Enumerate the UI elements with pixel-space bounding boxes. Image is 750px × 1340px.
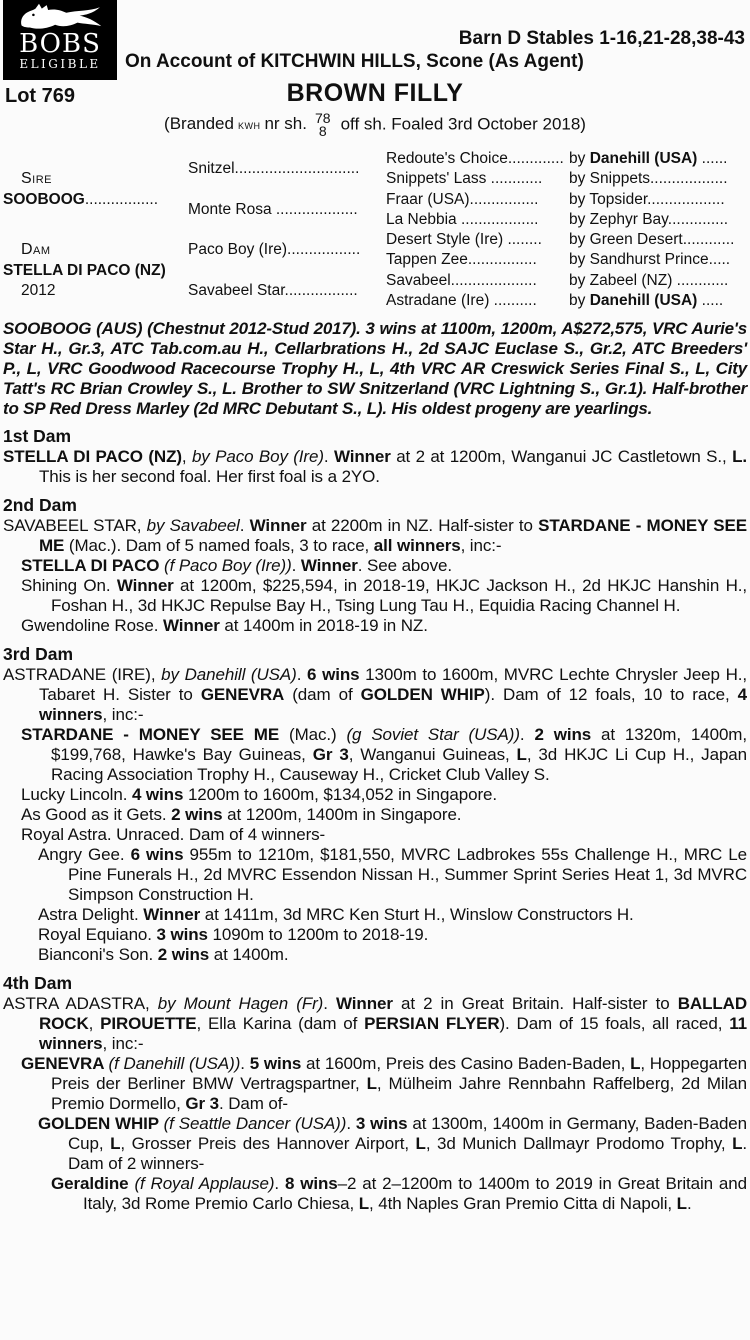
text-segment: STELLA DI PACO (NZ)	[3, 447, 182, 467]
text-segment: by	[569, 150, 590, 167]
text-segment: L	[366, 1074, 377, 1094]
text-segment: L	[358, 1194, 370, 1214]
text-segment: .	[239, 516, 250, 536]
text-segment: by Zabeel (NZ) ............	[569, 271, 729, 289]
text-segment: at 1200m, $225,594, in 2018-19, HKJC Jackson H., 2d HKJC Hanshin H., Foshan H., 3d HKJC Repulse Bay H., Tsing Lung Tau H., Equidia Racing Channel H.	[51, 576, 747, 616]
text-segment: ). Dam of 15 foals, all raced,	[499, 1014, 730, 1034]
text-segment: . Dam of-	[218, 1094, 288, 1114]
text-segment: , Wanganui Guineas,	[348, 745, 517, 765]
grandparent-sire	[565, 271, 747, 291]
text-segment: GOLDEN WHIP	[360, 685, 485, 705]
text-segment: 11 winners	[39, 1014, 747, 1054]
text-segment: (f Royal Applause)	[134, 1174, 275, 1194]
grandparent-sire	[565, 230, 747, 250]
grandparent-sire	[565, 210, 747, 230]
dam-year: 2012	[21, 281, 56, 299]
text-segment: Winner	[116, 576, 174, 596]
text-segment: , inc:-	[102, 1034, 144, 1054]
text-segment: .	[240, 1054, 250, 1074]
sire-label: Sire	[21, 170, 53, 188]
grandparent-sire	[565, 169, 747, 189]
logo-text: BOBS	[19, 29, 101, 59]
progeny-entry	[3, 556, 747, 576]
text-segment: Bianconi's Son.	[38, 945, 158, 965]
text-segment: ASTRA ADASTRA,	[3, 994, 158, 1014]
text-segment: by Snippets..................	[569, 170, 728, 188]
progeny-entry	[3, 945, 747, 965]
lot-number: Lot 769	[5, 85, 76, 107]
progeny-entry	[3, 825, 747, 845]
text-segment: , inc:-	[102, 705, 144, 725]
text-segment: .	[323, 994, 336, 1014]
text-segment: 1090m to 1200m to 2018-19.	[207, 925, 429, 945]
text-segment: 8 wins	[284, 1174, 338, 1194]
text-segment: GENEVRA	[200, 685, 285, 705]
text-segment: by Green Desert............	[569, 231, 735, 249]
text-segment: .	[274, 1174, 285, 1194]
text-segment: (dam of	[284, 685, 361, 705]
text-segment: Winner	[249, 516, 307, 536]
progeny-entry	[3, 616, 747, 636]
grandparent-name: Savabeel....................	[386, 271, 537, 289]
text-segment: , Grosser Preis des Hannover Airport,	[120, 1134, 416, 1154]
text-segment: 2 wins	[171, 805, 223, 825]
text-segment: at 1600m, Preis des Casino Baden-Baden,	[301, 1054, 631, 1074]
grandparent-name: Astradane (Ire) ..........	[386, 292, 537, 310]
progeny-entry	[3, 925, 747, 945]
text-segment: L	[676, 1194, 687, 1214]
text-segment: SAVABEEL STAR,	[3, 516, 147, 536]
dam-of-dam: Savabeel Star.................	[188, 281, 358, 299]
text-segment: 3 wins	[355, 1114, 408, 1134]
grandparent-sire	[565, 149, 747, 169]
grandparent-sire	[565, 250, 747, 270]
progeny-entry	[3, 805, 747, 825]
text-segment: by	[569, 292, 590, 310]
text-segment: This is her second foal. Her first foal is a 2YO.	[39, 467, 380, 487]
text-segment: by Mount Hagen (Fr)	[157, 994, 324, 1014]
grandparent-name: Desert Style (Ire) ........	[386, 231, 542, 249]
text-segment: STARDANE - MONEY SEE ME	[21, 725, 280, 745]
progeny-entry	[3, 1114, 747, 1174]
text-segment: 955m to 1210m, $181,550, MVRC Ladbrokes 55s Challenge H., MRC Le Pine Funerals H., 2d MVRC Essendon Nissan H., Summer Sprint Series Heat 1, 3d MVRC Simpson Construction H.	[68, 845, 747, 905]
text-segment: 4 wins	[131, 785, 184, 805]
text-segment: 1200m to 1600m, $134,052 in Singapore.	[183, 785, 497, 805]
text-segment: at 1300m, 1400m in Germany, Baden-Baden Cup,	[68, 1114, 748, 1154]
text-segment: L.	[732, 447, 747, 467]
text-segment: at 1200m, 1400m in Singapore.	[222, 805, 462, 825]
page-title: BROWN FILLY	[286, 79, 464, 107]
progeny-entry	[3, 845, 747, 905]
dam-sections	[3, 426, 747, 1214]
text-segment: (Mac.)	[279, 725, 347, 745]
dam-summary	[3, 994, 747, 1054]
text-segment: , 3d Munich Dallmayr Prodomo Trophy,	[425, 1134, 733, 1154]
text-segment: at 2200m in NZ. Half-sister to	[306, 516, 539, 536]
text-segment: –2 at 2–1200m to 1400m to 2019 in Great Britain and Italy, 3d Rome Premio Carlo Chiesa,	[83, 1174, 747, 1214]
text-segment: at 1400m in 2018-19 in NZ.	[219, 616, 428, 636]
text-segment: SOOBOOG	[3, 190, 85, 208]
text-segment: . See above.	[357, 556, 453, 576]
text-segment: Geraldine	[51, 1174, 135, 1194]
section-3rd-dam	[3, 644, 747, 965]
dam-label: Dam	[21, 241, 51, 259]
text-segment: Winner	[162, 616, 220, 636]
text-segment: ,	[88, 1014, 101, 1034]
text-segment: (f Paco Boy (Ire))	[164, 556, 292, 576]
text-segment: (f Seattle Dancer (USA))	[163, 1114, 347, 1134]
text-segment: STARDANE - MONEY SEE ME	[39, 516, 748, 556]
section-4th-dam	[3, 973, 747, 1214]
grandparent-name: Snippets' Lass ............	[386, 170, 543, 188]
text-segment: at 2 at 1200m, Wanganui JC Castletown S.,	[390, 447, 733, 467]
text-segment: at 1411m, 3d MRC Ken Sturt H., Winslow Constructors H.	[200, 905, 634, 925]
text-segment: ASTRADANE (IRE),	[3, 665, 162, 685]
text-segment: at 1400m.	[209, 945, 289, 965]
sire-of-sire: Snitzel.............................	[188, 160, 360, 178]
text-segment: Lucky Lincoln.	[21, 785, 132, 805]
section-1st-dam	[3, 426, 747, 487]
horse-head-icon	[12, 3, 108, 31]
text-segment: PIROUETTE	[100, 1014, 197, 1034]
section-heading: 3rd Dam	[3, 644, 74, 665]
text-segment: .................	[84, 190, 159, 208]
branded-prefix: (Branded	[164, 114, 234, 134]
text-segment: Gr 3	[312, 745, 349, 765]
text-segment: As Good as it Gets.	[21, 805, 172, 825]
sire-summary: SOOBOOG (AUS) (Chestnut 2012-Stud 2017). 3 wins at 1100m, 1200m, A$272,575, VRC Aurie's Star H., Gr.3, ATC Tab.com.au H., Cellarbrations H., 2d SAJC Euclase S., Gr.2, ATC Breeders' P., L, VRC Goodwood Racecourse Trophy H., L, 4th VRC AR Creswick Series Final S., L, City Tatt's RC Brian Crowley S., L. Brother to SW Snitzerland (VRC Lightning S., Gr.1). Half-brother to SP Red Dress Marley (2d MRC Debutant S., L). His oldest progeny are yearlings.	[3, 319, 747, 418]
text-segment: L	[732, 1134, 743, 1154]
vendor-line: On Account of KITCHWIN HILLS, Scone (As Agent)	[125, 51, 584, 72]
text-segment: STELLA DI PACO	[21, 556, 165, 576]
text-segment: Angry Gee.	[38, 845, 131, 865]
text-segment: . Dam of 2 winners-	[68, 1134, 747, 1174]
text-segment: Winner	[335, 994, 393, 1014]
text-segment: Winner	[333, 447, 391, 467]
dam-summary	[3, 447, 747, 487]
grandparent-sire	[565, 190, 747, 210]
sire-name	[3, 190, 186, 210]
text-segment: at 2 in Great Britain. Half-sister to	[392, 994, 678, 1014]
text-segment: Gr 3	[185, 1094, 219, 1114]
text-segment: Shining On.	[21, 576, 117, 596]
text-segment: at 1320m, 1400m, $199,768, Hawke's Bay Guineas,	[51, 725, 747, 765]
text-segment: .	[323, 447, 334, 467]
text-segment: GENEVRA	[21, 1054, 109, 1074]
text-segment: 6 wins	[130, 845, 184, 865]
dam-summary	[3, 665, 747, 725]
text-segment: 6 wins	[307, 665, 360, 685]
pedigree-table	[3, 149, 747, 311]
progeny-entry	[3, 725, 747, 785]
text-segment: , 3d HKJC Li Cup H., Japan Racing Association Trophy H., Causeway H., Cricket Club Valley S.	[51, 745, 748, 785]
progeny-entry	[3, 1174, 747, 1214]
grandparent-sire	[565, 291, 747, 311]
barn-info: Barn D Stables 1-16,21-28,38-43	[458, 28, 745, 49]
text-segment: Winner	[143, 905, 201, 925]
text-segment: .	[519, 725, 535, 745]
fraction-top: 78	[315, 110, 331, 126]
brand-mark: KWH	[237, 121, 261, 132]
text-segment: L	[110, 1134, 121, 1154]
text-segment: .	[686, 1194, 692, 1214]
text-segment: , Mülheim Jahre Rennbahn Raffelberg, 2d Milan Premio Dormello,	[51, 1074, 747, 1114]
text-segment: all winners	[373, 536, 461, 556]
logo-subtext: ELIGIBLE	[19, 57, 101, 71]
text-segment: Danehill (USA)	[589, 292, 698, 310]
section-heading: 4th Dam	[3, 973, 73, 994]
section-heading: 1st Dam	[3, 426, 72, 447]
text-segment: PERSIAN FLYER	[364, 1014, 500, 1034]
dam-name: STELLA DI PACO (NZ)	[3, 261, 166, 279]
branded-line	[3, 112, 747, 138]
page-header	[3, 0, 747, 147]
text-segment: 2 wins	[157, 945, 210, 965]
text-segment: Gwendoline Rose.	[21, 616, 163, 636]
branded-nr-sh: nr sh.	[264, 114, 307, 134]
progeny-entry	[3, 1054, 747, 1114]
text-segment: 3 wins	[156, 925, 208, 945]
text-segment: (g Soviet Star (USA))	[346, 725, 520, 745]
fraction-bottom: 8	[318, 123, 327, 139]
text-segment: .	[346, 1114, 356, 1134]
brand-number-fraction	[315, 112, 331, 138]
text-segment: Winner	[300, 556, 358, 576]
progeny-entry	[3, 905, 747, 925]
section-2nd-dam	[3, 495, 747, 636]
sire-block	[3, 149, 186, 230]
text-segment: 4 winners	[39, 685, 747, 725]
text-segment: , 4th Naples Gran Premio Citta di Napoli,	[369, 1194, 677, 1214]
text-segment: L	[415, 1134, 426, 1154]
text-segment: BALLAD ROCK	[39, 994, 748, 1034]
grandparent-name: Tappen Zee................	[386, 251, 537, 269]
grandparent-name: La Nebbia ..................	[386, 210, 539, 228]
text-segment: Astra Delight.	[38, 905, 144, 925]
text-segment: L	[630, 1054, 641, 1074]
section-heading: 2nd Dam	[3, 495, 77, 516]
text-segment: (Mac.). Dam of 5 named foals, 3 to race,	[64, 536, 374, 556]
dam-summary	[3, 516, 747, 556]
text-segment: .....	[697, 292, 724, 310]
text-segment: by Zephyr Bay..............	[569, 210, 729, 228]
text-segment: by Danehill (USA)	[161, 665, 297, 685]
text-segment: Royal Equiano.	[38, 925, 157, 945]
branded-suffix: off sh. Foaled 3rd October 2018)	[340, 114, 586, 134]
text-segment: L	[516, 745, 527, 765]
text-segment: ,	[181, 447, 192, 467]
text-segment: .	[296, 665, 308, 685]
text-segment: 1300m to 1600m, MVRC Lechte Chrysler Jeep H., Tabaret H. Sister to	[39, 665, 747, 705]
dam-block	[3, 230, 186, 311]
sire-of-dam: Paco Boy (Ire).................	[188, 241, 361, 259]
text-segment: .	[291, 556, 301, 576]
text-segment: , Ella Karina (dam of	[196, 1014, 365, 1034]
text-segment: ). Dam of 12 foals, 10 to race,	[484, 685, 738, 705]
text-segment: Danehill (USA)	[589, 150, 698, 167]
text-segment: ......	[697, 150, 728, 167]
text-segment: , inc:-	[460, 536, 502, 556]
bobs-eligible-logo	[3, 0, 117, 80]
text-segment: by Topsider..................	[569, 190, 725, 208]
dam-of-sire: Monte Rosa ...................	[188, 200, 358, 218]
progeny-entry	[3, 785, 747, 805]
text-segment: (f Danehill (USA))	[108, 1054, 241, 1074]
text-segment: by Savabeel	[146, 516, 240, 536]
text-segment: GOLDEN WHIP	[38, 1114, 164, 1134]
text-segment: by Sandhurst Prince.....	[569, 251, 731, 269]
grandparent-name: Redoute's Choice.............	[386, 150, 564, 167]
grandparent-name: Fraar (USA)................	[386, 190, 539, 208]
text-segment: Royal Astra. Unraced. Dam of 4 winners-	[21, 825, 326, 845]
text-segment: 2 wins	[534, 725, 592, 745]
text-segment: by Paco Boy (Ire)	[191, 447, 324, 467]
text-segment: 5 wins	[249, 1054, 302, 1074]
text-segment: , Hoppegarten Preis der Berliner BMW Vertragspartner,	[51, 1054, 747, 1094]
progeny-entry	[3, 576, 747, 616]
